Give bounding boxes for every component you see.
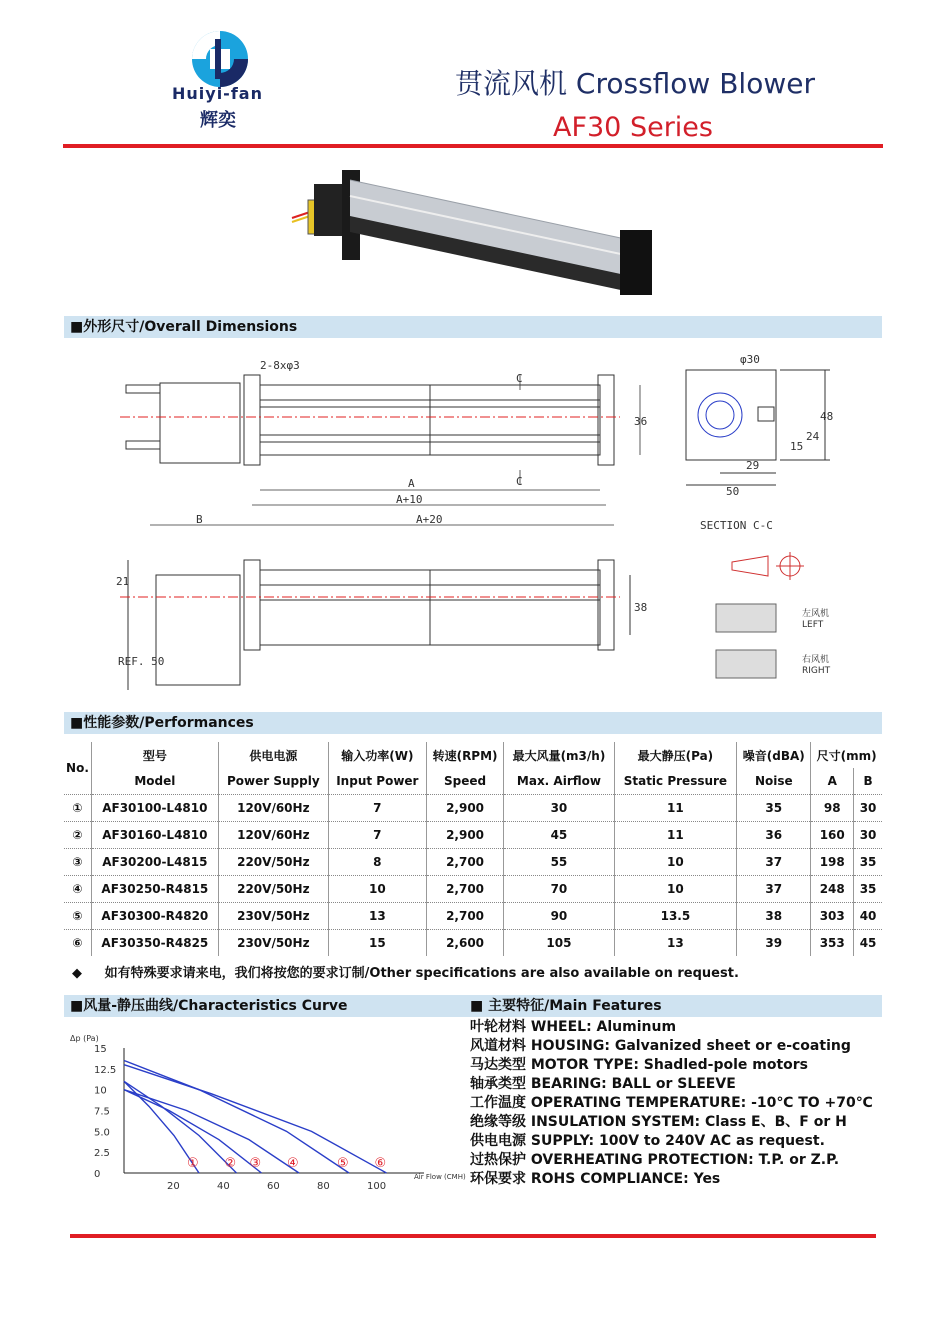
dim-15: 15	[790, 440, 804, 453]
table-cell: AF30350-R4825	[91, 930, 218, 957]
col-model-cn: 型号	[91, 742, 218, 768]
table-cell: 38	[737, 903, 811, 930]
brand-name-cn: 辉奕	[200, 110, 236, 131]
table-row	[64, 876, 882, 903]
table-row	[64, 849, 882, 876]
performance-table	[64, 742, 882, 956]
front-view-drawing	[100, 345, 660, 545]
table-cell: 10	[614, 876, 737, 903]
table-cell: AF30100-L4810	[91, 795, 218, 822]
table-cell: AF30160-L4810	[91, 822, 218, 849]
table-cell: 30	[854, 822, 882, 849]
footer-divider	[70, 1234, 876, 1238]
table-row	[64, 903, 882, 930]
series-title: AF30 Series	[553, 112, 713, 143]
side-view-drawing	[100, 555, 660, 700]
x-tick-label: 100	[367, 1181, 387, 1192]
col-airflow-cn: 最大风量(m3/h)	[504, 742, 614, 768]
table-cell: ⑥	[64, 930, 91, 957]
dim-50: 50	[726, 485, 740, 498]
section-view-drawing	[680, 345, 850, 535]
custom-spec-note	[72, 962, 739, 981]
dim-phi30: φ30	[740, 353, 760, 366]
table-cell: ④	[64, 876, 91, 903]
table-cell: 105	[504, 930, 614, 957]
table-cell: 198	[811, 849, 854, 876]
col-speed-cn: 转速(RPM)	[426, 742, 504, 768]
table-cell: 37	[737, 876, 811, 903]
table-cell: 2,700	[426, 876, 504, 903]
feature-item: 过热保护 OVERHEATING PROTECTION: T.P. or Z.P.	[470, 1152, 840, 1168]
dim-b: B	[196, 513, 203, 526]
dim-ref50: REF. 50	[118, 655, 165, 668]
x-tick-label: 60	[267, 1181, 280, 1192]
section-header-curve: ■风量-静压曲线/Characteristics Curve	[70, 998, 348, 1014]
table-cell: 70	[504, 876, 614, 903]
y-tick-label: 15	[94, 1044, 107, 1055]
series-label: ⑤	[337, 1156, 349, 1171]
table-cell: 160	[811, 822, 854, 849]
series-label: ⑥	[374, 1156, 387, 1171]
table-cell: ②	[64, 822, 91, 849]
table-cell: 7	[328, 822, 426, 849]
y-tick-label: 0	[94, 1169, 101, 1180]
table-cell: 45	[854, 930, 882, 957]
y-tick-label: 2.5	[94, 1148, 110, 1160]
table-cell: 45	[504, 822, 614, 849]
feature-item: 工作温度 OPERATING TEMPERATURE: -10℃ TO +70℃	[470, 1095, 873, 1111]
dim-38: 38	[634, 601, 648, 614]
table-cell: 220V/50Hz	[218, 849, 328, 876]
table-cell: 248	[811, 876, 854, 903]
section-header-dimensions: ■外形尺寸/Overall Dimensions	[64, 316, 882, 338]
table-cell: 35	[854, 876, 882, 903]
x-tick-label: 20	[167, 1181, 180, 1192]
col-airflow-en: Max. Airflow	[504, 768, 614, 795]
table-cell: 36	[737, 822, 811, 849]
dim-24: 24	[806, 430, 820, 443]
section-c-bottom: C	[516, 475, 523, 488]
table-cell: 30	[854, 795, 882, 822]
table-cell: 10	[614, 849, 737, 876]
dim-a10: A+10	[396, 493, 423, 506]
series-label: ①	[187, 1156, 199, 1171]
feature-item: 绝缘等级 INSULATION SYSTEM: Class E、B、F or H	[470, 1114, 847, 1130]
col-size-cn: 尺寸(mm)	[816, 748, 877, 763]
right-label-en: RIGHT	[802, 666, 831, 676]
table-cell: 13	[614, 930, 737, 957]
table-cell: 15	[328, 930, 426, 957]
col-power-cn: 供电电源	[218, 742, 328, 768]
table-cell: 303	[811, 903, 854, 930]
table-cell: 40	[854, 903, 882, 930]
table-cell: 230V/50Hz	[218, 930, 328, 957]
table-cell: 230V/50Hz	[218, 903, 328, 930]
table-cell: 37	[737, 849, 811, 876]
table-cell: 2,600	[426, 930, 504, 957]
col-b-en: B	[863, 774, 873, 788]
table-cell: 7	[328, 795, 426, 822]
table-cell: 90	[504, 903, 614, 930]
x-tick-label: 80	[317, 1181, 330, 1192]
table-row	[64, 930, 882, 957]
series-label: ④	[287, 1156, 299, 1171]
y-tick-label: 5.0	[94, 1127, 110, 1139]
dim-21: 21	[116, 575, 130, 588]
feature-item: 马达类型 MOTOR TYPE: Shadled-pole motors	[470, 1057, 809, 1073]
table-cell: ③	[64, 849, 91, 876]
features-list	[470, 1018, 873, 1189]
table-cell: 10	[328, 876, 426, 903]
orientation-symbols	[710, 548, 880, 688]
dim-29: 29	[746, 459, 760, 472]
table-cell: 120V/60Hz	[218, 795, 328, 822]
y-axis-label: Δp (Pa)	[70, 1034, 99, 1043]
section-header-features: ■ 主要特征/Main Features	[470, 998, 662, 1014]
hole-label: 2-8xφ3	[260, 359, 300, 372]
table-cell: 353	[811, 930, 854, 957]
section-cc-label: SECTION C-C	[700, 519, 773, 532]
left-label-en: LEFT	[802, 620, 824, 630]
x-axis-label: Air Flow (CMH)	[414, 1173, 466, 1181]
right-label-cn: 右风机	[802, 655, 830, 665]
dim-a20: A+20	[416, 513, 443, 526]
table-cell: ①	[64, 795, 91, 822]
col-power-en: Power Supply	[218, 768, 328, 795]
feature-item: 轴承类型 BEARING: BALL or SLEEVE	[470, 1076, 736, 1092]
dim-a: A	[408, 477, 415, 490]
table-cell: 30	[504, 795, 614, 822]
y-tick-label: 10	[94, 1085, 107, 1097]
table-cell: 35	[737, 795, 811, 822]
brand-name: Huiyi-fan	[172, 84, 263, 103]
page-title: 贯流风机 Crossflow Blower	[455, 67, 815, 100]
col-no: No.	[64, 742, 91, 795]
left-label-cn: 左风机	[802, 609, 830, 619]
table-cell: 39	[737, 930, 811, 957]
table-cell: AF30250-R4815	[91, 876, 218, 903]
dim-36: 36	[634, 415, 648, 428]
feature-item: 风道材料 HOUSING: Galvanized sheet or e-coating	[470, 1038, 851, 1054]
characteristics-chart	[66, 1025, 466, 1200]
note-text: 如有特殊要求请来电，我们将按您的要求订制/Other specifications are also available on request.	[104, 966, 739, 981]
table-cell: 220V/50Hz	[218, 876, 328, 903]
col-noise-en: Noise	[737, 768, 811, 795]
table-cell: 120V/60Hz	[218, 822, 328, 849]
table-cell: AF30200-L4815	[91, 849, 218, 876]
table-cell: 13	[328, 903, 426, 930]
table-cell: AF30300-R4820	[91, 903, 218, 930]
table-cell: 2,700	[426, 849, 504, 876]
col-pressure-en: Static Pressure	[614, 768, 737, 795]
col-a-en: A	[811, 768, 854, 795]
series-label: ③	[249, 1156, 262, 1171]
table-cell: 55	[504, 849, 614, 876]
col-model-en: Model	[91, 768, 218, 795]
table-cell: 13.5	[614, 903, 737, 930]
feature-item: 叶轮材料 WHEEL: Aluminum	[470, 1019, 677, 1035]
table-cell: 8	[328, 849, 426, 876]
section-c-top: C	[516, 372, 523, 385]
section-header-performances: ■性能参数/Performances	[64, 712, 882, 734]
table-cell: 35	[854, 849, 882, 876]
col-speed-en: Speed	[426, 768, 504, 795]
table-row	[64, 795, 882, 822]
col-input-en: Input Power	[328, 768, 426, 795]
note-bullet: ◆	[72, 966, 82, 981]
table-cell: 11	[614, 795, 737, 822]
col-input-cn: 输入功率(W)	[328, 742, 426, 768]
col-noise-cn: 噪音(dBA)	[737, 742, 811, 768]
dim-48: 48	[820, 410, 834, 423]
series-label: ②	[224, 1156, 237, 1171]
header-divider	[63, 144, 883, 148]
table-cell: ⑤	[64, 903, 91, 930]
table-cell: 98	[811, 795, 854, 822]
col-pressure-cn: 最大静压(Pa)	[614, 742, 737, 768]
table-cell: 2,900	[426, 795, 504, 822]
y-tick-label: 7.5	[94, 1106, 110, 1118]
table-cell: 2,900	[426, 822, 504, 849]
table-cell: 11	[614, 822, 737, 849]
feature-item: 供电电源 SUPPLY: 100V to 240V AC as request.	[470, 1133, 825, 1149]
x-tick-label: 40	[217, 1181, 230, 1192]
y-tick-label: 12.5	[94, 1064, 117, 1076]
feature-item: 环保要求 ROHS COMPLIANCE: Yes	[470, 1171, 721, 1187]
product-image	[290, 160, 670, 300]
table-cell: 2,700	[426, 903, 504, 930]
table-row	[64, 822, 882, 849]
